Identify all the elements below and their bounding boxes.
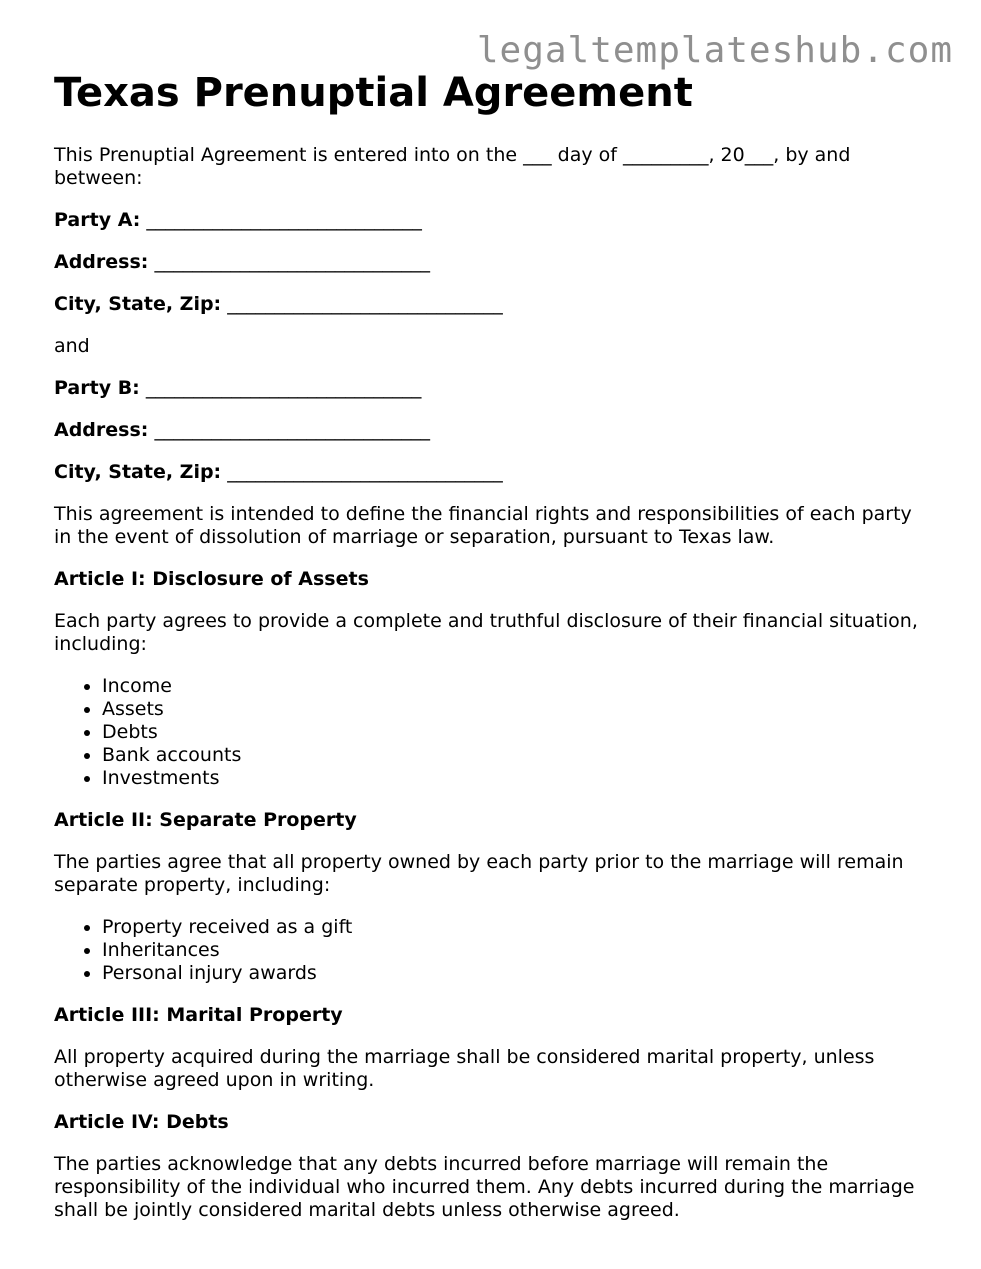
party-b-city-blank: _____________________________ [227, 461, 503, 483]
article-3-heading: Article III: Marital Property [54, 1004, 343, 1026]
article-2-text: The parties agree that all property owned by each party prior to the marriage will remain separate property, including: [54, 851, 904, 896]
party-b-label: Party B: [54, 377, 140, 399]
document-page [54, 70, 934, 1241]
party-a-label: Party A: [54, 209, 141, 231]
list-item: • Property received as a gift [102, 916, 934, 939]
party-b-city-field [54, 461, 934, 484]
document-title: Texas Prenuptial Agreement [54, 70, 693, 116]
party-a-blank: _____________________________ [146, 209, 422, 231]
party-a-address-label: Address: [54, 251, 149, 273]
list-item: • Assets [102, 698, 934, 721]
party-a-city-label: City, State, Zip: [54, 293, 222, 315]
article-1-text: Each party agrees to provide a complete and truthful disclosure of their financial situation, including: [54, 610, 918, 655]
party-a-address-blank: _____________________________ [154, 251, 430, 273]
party-b-address-field [54, 419, 934, 442]
article-2-list [54, 916, 934, 985]
party-b-city-label: City, State, Zip: [54, 461, 222, 483]
party-b-address-blank: _____________________________ [154, 419, 430, 441]
list-item: • Bank accounts [102, 744, 934, 767]
article-2-heading: Article II: Separate Property [54, 809, 357, 831]
article-4-heading: Article IV: Debts [54, 1111, 229, 1133]
party-a-name-field [54, 209, 934, 232]
watermark: legaltemplateshub.com [476, 30, 953, 71]
party-b-blank: _____________________________ [145, 377, 422, 399]
list-item: • Debts [102, 721, 934, 744]
article-3-text: All property acquired during the marriage shall be considered marital property, unless otherwise agreed upon in writing. [54, 1046, 875, 1091]
article-1-heading: Article I: Disclosure of Assets [54, 568, 369, 590]
list-item: • Inheritances [102, 939, 934, 962]
party-b-name-field [54, 377, 934, 400]
list-item: • Income [102, 675, 934, 698]
list-item: • Personal injury awards [102, 962, 934, 985]
list-item: • Investments [102, 767, 934, 790]
intro-paragraph: This Prenuptial Agreement is entered into on the ___ day of _________, 20___, by and between: [54, 144, 851, 189]
party-b-address-label: Address: [54, 419, 149, 441]
article-1-list [54, 675, 934, 790]
purpose-paragraph: This agreement is intended to define the financial rights and responsibilities of each party in the event of dissolution of marriage or separation, pursuant to Texas law. [54, 503, 912, 548]
and-text: and [54, 335, 90, 357]
party-a-city-field [54, 293, 934, 316]
article-4-text: The parties acknowledge that any debts incurred before marriage will remain the responsibility of the individual who incurred them. Any debts incurred during the marriage shall be jointly considered marital debts unless otherwise agreed. [54, 1153, 915, 1221]
party-a-city-blank: _____________________________ [227, 293, 503, 315]
party-a-address-field [54, 251, 934, 274]
